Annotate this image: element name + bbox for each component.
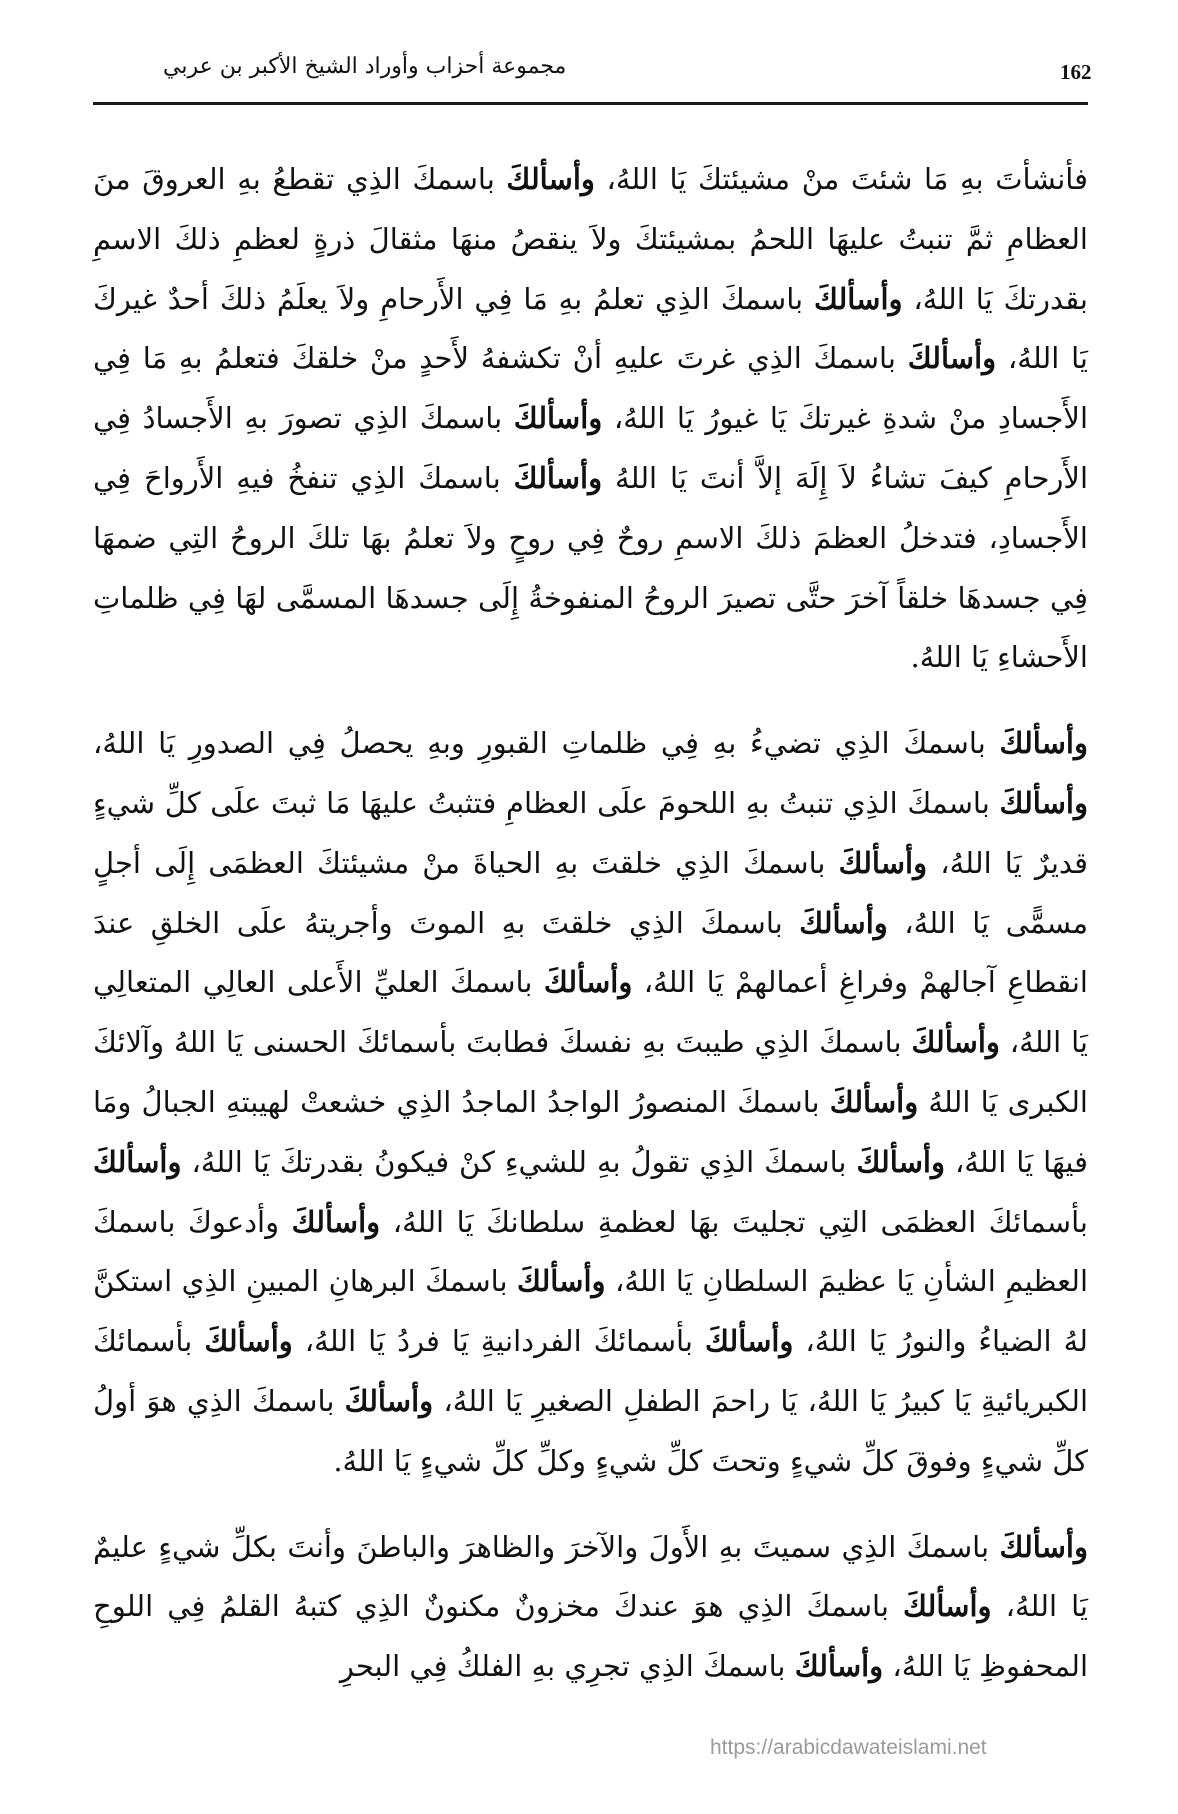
watermark-url: https://arabicdawateislami.net: [710, 1736, 987, 1759]
bold-keyword: وأسألكَ: [794, 1649, 884, 1684]
bold-keyword: وأسألكَ: [513, 460, 603, 495]
bold-keyword: وأسألكَ: [93, 1144, 182, 1179]
paragraph-2: [93, 714, 1088, 1491]
text-segment: باسمكَ الذِي سميتَ بهِ الأَولَ والآخرَ والظاهرَ والباطنَ وأنتَ بكلِّ شيءٍ عليمٌ يَا اللهُ،: [93, 1529, 1088, 1624]
bold-keyword: وأسألكَ: [344, 1383, 434, 1418]
bold-keyword: وأسألكَ: [999, 726, 1088, 761]
bold-keyword: وأسألكَ: [907, 341, 997, 376]
text-segment: وأدعوكَ باسمكَ العظيمِ الشأنِ يَا عظيمَ السلطانِ يَا اللهُ،: [93, 1204, 1088, 1299]
text-segment: باسمكَ الذِي تعلمُ بهِ مَا فِي الأَرحامِ ولاَ يعلَمُ ذلكَ أحدٌ غيركَ يَا اللهُ،: [93, 281, 1088, 376]
text-segment: باسمكَ الذِي خلقتَ بهِ الحياةَ منْ مشيئتكَ العظمَى إِلَى أجلٍ مسمًّى يَا اللهُ،: [93, 845, 1088, 940]
bold-keyword: وأسألكَ: [814, 281, 903, 316]
text-segment: باسمكَ العليِّ الأَعلى العالِي المتعالِي يَا اللهُ،: [93, 965, 1088, 1060]
text-segment: بأسمائكَ الكبريائيةِ يَا كبيرُ يَا اللهُ، يَا راحمَ الطفلِ الصغيرِ يَا اللهُ،: [93, 1324, 1088, 1418]
text-segment: باسمكَ الذِي هوَ أولُ كلِّ شيءٍ وفوقَ كلِّ شيءٍ وتحتَ كلِّ شيءٍ وكلِّ كلِّ شيءٍ يَا اللهُ.: [93, 1383, 1088, 1478]
text-segment: باسمكَ المنصورُ الواجدُ الماجدُ الذِي خشعتْ لهيبتهِ الجبالُ ومَا فيهَا يَا اللهُ،: [93, 1084, 1089, 1179]
bold-keyword: وأسألكَ: [999, 1529, 1088, 1564]
text-segment: باسمكَ الذِي تنفخُ فيهِ الأَرواحَ فِي الأَجسادِ، فتدخلُ العظمَ ذلكَ الاسمِ روحٌ فِي روحٍ ولاَ تعلمُ بهَا تلكَ الروحُ التِي ضمهَا فِي جسدهَا خلقاً آخرَ حتَّى تصيرَ الروحُ المنفوخةُ إِلَى جسدهَا المسمَّى لهَا فِي ظلماتِ الأَحشاءِ يَا اللهُ.: [93, 460, 1088, 675]
page-header: [93, 38, 1092, 105]
bold-keyword: وأسألكَ: [704, 1324, 794, 1359]
bold-keyword: وأسألكَ: [911, 1025, 1000, 1060]
text-segment: باسمكَ الذِي خلقتَ بهِ الموتَ وأجريتهُ علَى الخلقِ عندَ انقطاعِ آجالهمْ وفراغِ أعمالهمْ يَا اللهُ،: [93, 905, 1088, 1000]
bold-keyword: وأسألكَ: [506, 162, 595, 196]
paragraph-1: [93, 150, 1088, 688]
text-segment: باسمكَ الذِي تقطعُ بهِ العروقَ منَ العظامِ ثمَّ تنبتُ عليهَا اللحمُ بمشيئتكَ ولاَ ينقصُ منهَا مثقالَ ذرةٍ لعظمِ ذلكَ الاسمِ بقدرتكَ يَا اللهُ،: [93, 162, 1088, 316]
text-segment: فأنشأتَ بهِ مَا شئتَ منْ مشيئتكَ يَا اللهُ،: [594, 162, 1088, 196]
page-number: 162: [1060, 60, 1092, 84]
page-body: [93, 150, 1088, 1697]
text-segment: باسمكَ الذِي تصورَ بهِ الأَجسادُ فِي الأَرحامِ كيفَ تشاءُ لاَ إِلَهَ إلاَّ أنتَ يَا اللهُ: [93, 401, 1088, 495]
bold-keyword: وأسألكَ: [517, 1264, 606, 1299]
bold-keyword: وأسألكَ: [291, 1204, 381, 1239]
text-segment: بأسمائكَ الفردانيةِ يَا فردُ يَا اللهُ،: [292, 1324, 705, 1359]
text-segment: باسمكَ الذِي تنبتُ بهِ اللحومَ علَى العظامِ فتثبتُ عليهَا مَا ثبتَ علَى كلِّ شيءٍ قديرٌ يَا اللهُ،: [93, 785, 1089, 880]
text-segment: باسمكَ الذِي تقولُ بهِ للشيءِ كنْ فيكونُ بقدرتكَ يَا اللهُ،: [181, 1144, 857, 1179]
bold-keyword: وأسألكَ: [513, 401, 603, 436]
paragraph-3: [93, 1518, 1088, 1697]
text-segment: باسمكَ الذِي طيبتَ بهِ نفسكَ فطابتَ بأسمائكَ الحسنى يَا اللهُ وآلائكَ الكبرى يَا اللهُ: [93, 1025, 1088, 1119]
bold-keyword: وأسألكَ: [829, 1084, 919, 1119]
text-segment: بأسمائكَ العظمَى التِي تجليتَ بهَا لعظمةِ سلطانكَ يَا اللهُ،: [380, 1204, 1088, 1239]
bold-keyword: وأسألكَ: [838, 845, 928, 880]
running-title: مجموعة أحزاب وأوراد الشيخ الأكبر بن عربي: [163, 54, 567, 79]
bold-keyword: وأسألكَ: [204, 1324, 293, 1359]
text-segment: باسمكَ الذِي تضيءُ بهِ فِي ظلماتِ القبورِ وبهِ يحصلُ فِي الصدورِ يَا اللهُ،: [93, 726, 1000, 761]
text-segment: باسمكَ الذِي تجرِي بهِ الفلكُ فِي البحرِ: [339, 1649, 795, 1684]
bold-keyword: وأسألكَ: [543, 965, 633, 1000]
text-segment: باسمكَ الذِي غرتَ عليهِ أنْ تكشفهُ لأَحدٍ منْ خلقكَ فتعلمُ بهِ مَا فِي الأَجسادِ منْ شدةِ غيرتكَ يَا غيورُ يَا اللهُ،: [93, 341, 1088, 436]
bold-keyword: وأسألكَ: [856, 1144, 945, 1179]
text-segment: باسمكَ الذِي هوَ عندكَ مخزونٌ مكنونٌ الذِي كتبهُ القلمُ فِي اللوحِ المحفوظِ يَا اللهُ،: [93, 1589, 1088, 1684]
text-segment: باسمكَ البرهانِ المبينِ الذِي استكنَّ لهُ الضياءُ والنورُ يَا اللهُ،: [93, 1264, 1088, 1359]
bold-keyword: وأسألكَ: [999, 785, 1088, 820]
bold-keyword: وأسألكَ: [799, 905, 888, 940]
bold-keyword: وأسألكَ: [903, 1589, 992, 1624]
